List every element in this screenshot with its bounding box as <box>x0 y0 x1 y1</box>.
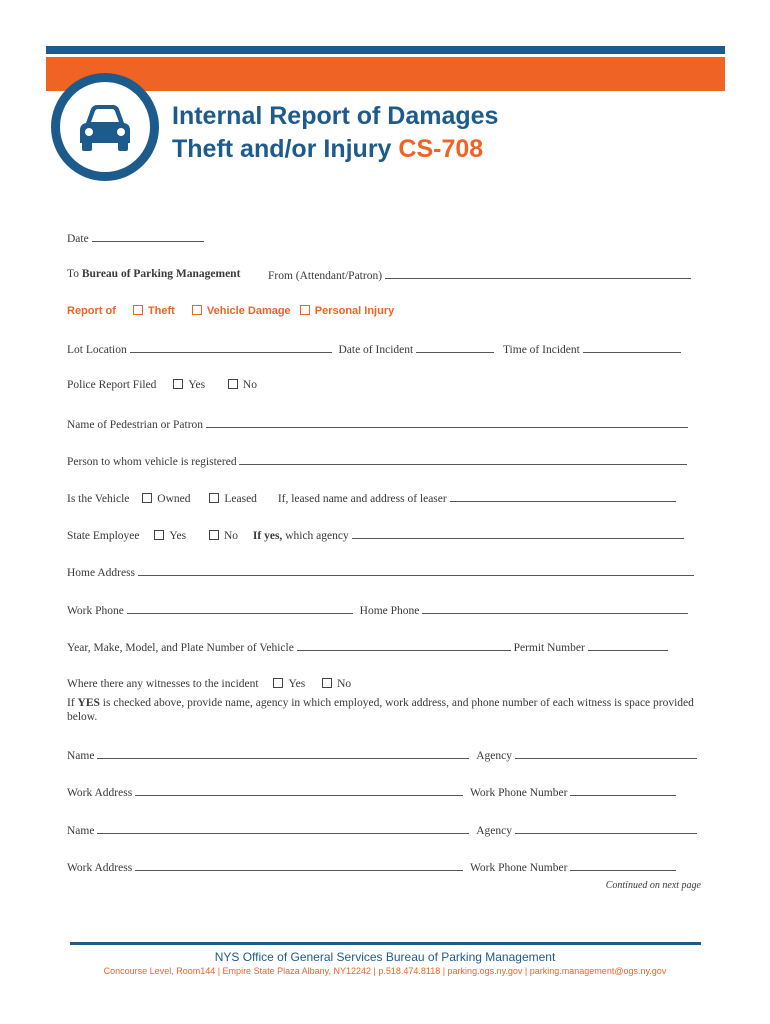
pedestrian-field[interactable] <box>206 416 688 428</box>
time-of-incident-label: Time of Incident <box>502 344 580 356</box>
employee-no-checkbox[interactable] <box>209 530 219 540</box>
police-no-label: No <box>242 379 257 391</box>
leased-checkbox[interactable] <box>209 493 219 503</box>
lot-location-field[interactable] <box>130 341 332 353</box>
work-phone-label: Work Phone <box>67 605 124 617</box>
date-field[interactable] <box>92 230 204 242</box>
witness-no-label: No <box>337 678 352 690</box>
state-employee-label: State Employee <box>67 530 140 542</box>
witness2-address-row <box>67 859 676 875</box>
report-of-row <box>67 304 394 318</box>
witnesses-row <box>67 677 351 691</box>
police-yes-checkbox[interactable] <box>173 379 183 389</box>
home-phone-field[interactable] <box>422 602 688 614</box>
which-agency-field[interactable] <box>352 527 684 539</box>
witness-yes-option[interactable] <box>273 678 305 690</box>
witness-yes-checkbox[interactable] <box>273 678 283 688</box>
vehicle-damage-checkbox[interactable] <box>192 305 202 315</box>
police-yes-option[interactable] <box>173 379 205 391</box>
header-orange-bar <box>46 57 725 91</box>
witness-note-yes: YES <box>77 697 100 709</box>
witnesses-label: Where there any witnesses to the incident <box>67 678 259 690</box>
to-row <box>67 267 240 281</box>
employee-yes-label: Yes <box>169 530 187 542</box>
registered-field[interactable] <box>239 453 687 465</box>
owned-checkbox[interactable] <box>142 493 152 503</box>
vehicle-damage-label: Vehicle Damage <box>206 305 291 317</box>
leased-option[interactable] <box>209 493 257 505</box>
home-phone-label: Home Phone <box>359 605 420 617</box>
page-subtitle <box>172 134 483 164</box>
vehicle-info-row <box>67 639 668 655</box>
if-yes-label: If yes, <box>252 530 283 542</box>
phone-row <box>67 602 688 618</box>
employee-no-label: No <box>223 530 239 542</box>
witness1-address-row <box>67 784 676 800</box>
personal-injury-option[interactable] <box>300 305 394 317</box>
witness1-work-phone-field[interactable] <box>570 784 676 796</box>
report-of-label: Report of <box>67 305 116 317</box>
employee-yes-option[interactable] <box>154 530 186 542</box>
owned-label: Owned <box>157 493 191 505</box>
date-of-incident-label: Date of Incident <box>338 344 414 356</box>
from-row <box>268 267 691 283</box>
witness2-work-phone-label: Work Phone Number <box>469 862 568 874</box>
lot-row <box>67 341 681 357</box>
subtitle-text: Theft and/or Injury <box>172 135 392 163</box>
state-employee-row <box>67 527 684 543</box>
theft-option[interactable] <box>133 305 175 317</box>
permit-field[interactable] <box>588 639 668 651</box>
witness1-agency-label: Agency <box>476 750 512 762</box>
time-of-incident-field[interactable] <box>583 341 681 353</box>
work-phone-field[interactable] <box>127 602 353 614</box>
personal-injury-checkbox[interactable] <box>300 305 310 315</box>
vehicle-info-label: Year, Make, Model, and Plate Number of Vehicle <box>67 642 294 654</box>
registered-label: Person to whom vehicle is registered <box>67 456 237 468</box>
witness-yes-label: Yes <box>288 678 306 690</box>
date-label: Date <box>67 233 89 245</box>
theft-label: Theft <box>147 305 175 317</box>
registered-row <box>67 453 687 469</box>
police-report-label: Police Report Filed <box>67 379 157 391</box>
employee-no-option[interactable] <box>209 530 238 542</box>
witness2-name-label: Name <box>67 825 95 837</box>
police-no-checkbox[interactable] <box>228 379 238 389</box>
leaser-label: If, leased name and address of leaser <box>277 493 447 505</box>
lot-location-label: Lot Location <box>67 344 127 356</box>
owned-option[interactable] <box>142 493 190 505</box>
witness2-work-address-field[interactable] <box>135 859 463 871</box>
footer-address: Concourse Level, Room144 | Empire State Plaza Albany, NY12242 | p.518.474.8118 | parking.ogs.ny.gov | parking.management@ogs.ny.gov <box>103 966 667 976</box>
vehicle-is-label: Is the Vehicle <box>67 493 130 505</box>
police-report-row <box>67 378 257 392</box>
witness2-agency-label: Agency <box>476 825 512 837</box>
pedestrian-label: Name of Pedestrian or Patron <box>67 419 204 431</box>
to-label: To <box>67 268 79 280</box>
witness1-work-address-field[interactable] <box>135 784 463 796</box>
witness1-name-field[interactable] <box>97 747 469 759</box>
vehicle-damage-option[interactable] <box>192 305 291 317</box>
witness2-name-row <box>67 822 697 838</box>
car-icon <box>51 73 159 181</box>
witness-instructions <box>67 696 707 724</box>
header-blue-bar <box>46 46 725 54</box>
witness-no-checkbox[interactable] <box>322 678 332 688</box>
permit-label: Permit Number <box>513 642 585 654</box>
footer-org: NYS Office of General Services Bureau of Parking Management <box>214 950 556 964</box>
date-of-incident-field[interactable] <box>416 341 494 353</box>
witness2-name-field[interactable] <box>97 822 469 834</box>
witness1-work-address-label: Work Address <box>67 787 133 799</box>
home-address-label: Home Address <box>67 567 136 579</box>
which-agency-label: which agency <box>285 530 349 542</box>
witness2-work-address-label: Work Address <box>67 862 133 874</box>
personal-injury-label: Personal Injury <box>314 305 395 317</box>
date-row <box>67 230 204 246</box>
theft-checkbox[interactable] <box>133 305 143 315</box>
witness1-work-phone-label: Work Phone Number <box>469 787 568 799</box>
police-yes-label: Yes <box>188 379 206 391</box>
page-title: Internal Report of Damages <box>172 102 499 130</box>
witness-note-post: is checked above, provide name, agency in which employed, work address, and phone number of each witness is space provided below. <box>67 697 694 723</box>
home-address-row <box>67 564 694 580</box>
witness1-name-row <box>67 747 697 763</box>
witness2-work-phone-field[interactable] <box>570 859 676 871</box>
witness1-name-label: Name <box>67 750 95 762</box>
witness-no-option[interactable] <box>322 678 351 690</box>
continued-note: Continued on next page <box>605 880 701 891</box>
footer-rule <box>70 942 701 945</box>
witness2-agency-field[interactable] <box>515 822 697 834</box>
from-label: From (Attendant/Patron) <box>268 270 383 282</box>
home-address-field[interactable] <box>138 564 694 576</box>
form-code: CS-708 <box>398 135 484 163</box>
witness-note-pre: If <box>67 697 75 709</box>
police-no-option[interactable] <box>228 379 257 391</box>
to-value: Bureau of Parking Management <box>81 268 241 280</box>
leaser-field[interactable] <box>450 490 676 502</box>
vehicle-ownership-row <box>67 490 676 506</box>
witness1-agency-field[interactable] <box>515 747 697 759</box>
employee-yes-checkbox[interactable] <box>154 530 164 540</box>
pedestrian-row <box>67 416 688 432</box>
vehicle-info-field[interactable] <box>297 639 511 651</box>
from-field[interactable] <box>385 267 691 279</box>
leased-label: Leased <box>224 493 257 505</box>
